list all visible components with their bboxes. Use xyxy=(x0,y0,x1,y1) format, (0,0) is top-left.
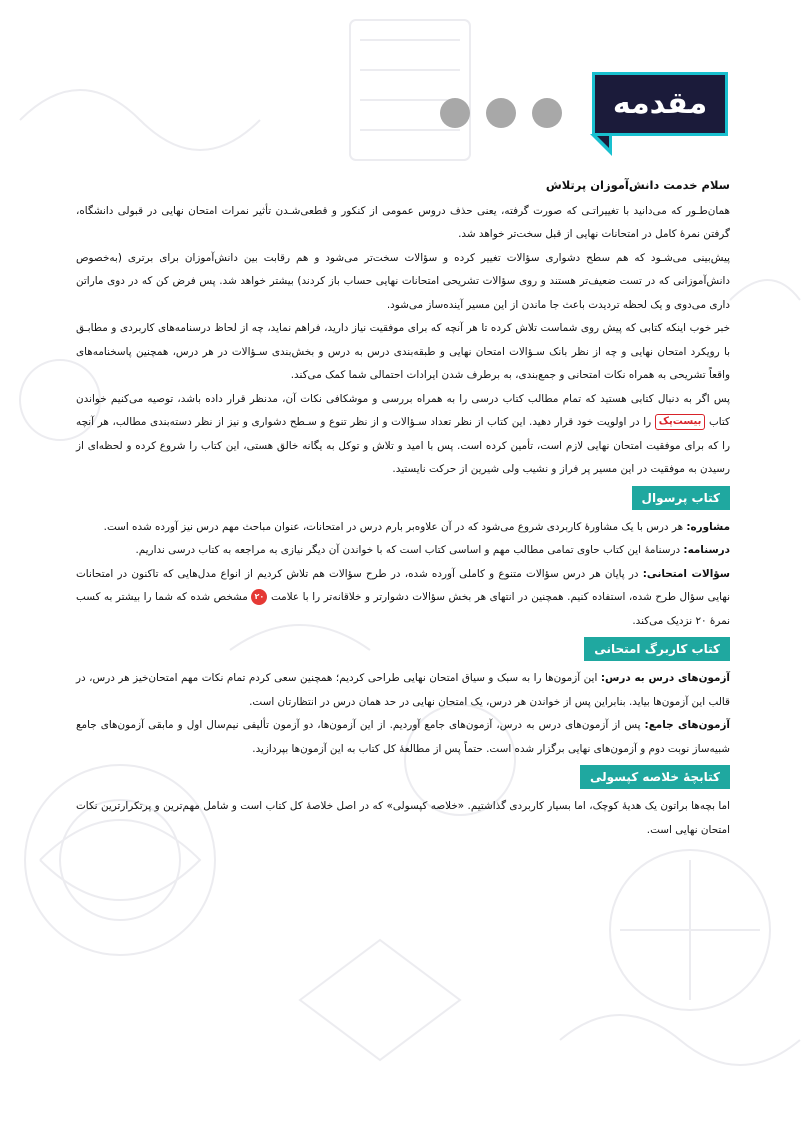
section-heading-2: کتاب کاربرگ امتحانی xyxy=(584,637,730,661)
intro-paragraph-2: پیش‌بینی می‌شـود که هم سطح دشواری سؤالات تغییر کرده و سؤالات سخت‌تر می‌شود و هم رقابت بین دانش‌آموزان برای برتری (به‌خصوص دانش‌آموزانی که در تست ضعیف‌تر هستند و روی سؤالات تشریحی امتحانات نهایی حساب باز کردند) بیشتر خواهد شد. پس فرض کن که در دوی ماراتن داری می‌دوی و یک لحظه تردیدت باعث جا ماندن از این مسیر آینده‌ساز می‌شود. xyxy=(76,251,730,311)
section1-item-3-term: سؤالات امتحانی: xyxy=(642,567,730,580)
section1-item-1-text: هر درس با یک مشاورهٔ کاربردی شروع می‌شود که در آن علاوه‌بر بارم درس در امتحانات، عنوان مباحث مهم درس نیز آورده شده است. xyxy=(103,520,687,533)
title-box xyxy=(592,72,728,136)
dot-icon xyxy=(532,98,562,128)
decorative-dots xyxy=(440,98,562,128)
intro-paragraph-3: خبر خوب اینکه کتابی که پیش روی شماست تلاش کرده تا هر آنچه که برای موفقیت نیاز دارید، فراهم نماید، چه از لحاظ درسنامه‌های کاربردی و مطابـق با رویکرد امتحان نهایی و چه از نظر بانک سـؤالات امتحان نهایی و طبقه‌بندی درس به درس و بخش‌بندی سـؤالات در هر درس، همچنین پاسخنامه‌های واقعاً تشریحی به همراه نکات امتحانی و جمع‌بندی، به برطرف شدن ایرادات احتمالی شما کمک می‌کند. xyxy=(76,322,730,381)
section2-item-2 xyxy=(76,714,730,761)
section2-item-1-text: این آزمون‌ها را به سبک و سیاق امتحان نهایی طراحی کردیم؛ همچنین سعی کردم تمام نکات مهم امتحان‌خیز هر درس، در قالب این آزمون‌ها بیاید. بنابراین پس از خواندن هر درس، یک امتحان نهایی در حد همان درس در انتظارتان است. xyxy=(76,672,730,708)
section-heading-3: کتابچهٔ خلاصه کپسولی xyxy=(580,765,730,789)
section-heading-1: کتاب پرسوال xyxy=(632,486,730,510)
section2-item-1 xyxy=(76,667,730,714)
section2-item-2-term: آزمون‌های جامع: xyxy=(644,719,730,731)
intro-paragraph-1: همان‌طـور که می‌دانید با تغییراتـی که صورت گرفته، یعنی حذف دروس عمومی از کنکور و قطعی‌شـدن تأثیر نمرات امتحان نهایی در قبولی دانشگاه، گرفتن نمرهٔ کامل در امتحانات نهایی از قبل سخت‌تر خواهد شد. xyxy=(76,204,730,240)
content xyxy=(76,174,730,842)
dot-icon xyxy=(440,98,470,128)
section1-item-3-text-a: در پایان هر درس سؤالات متنوع و کاملی آورده شده، در طرح سؤالات هم تلاش کردیم از انواع مدل‌هایی که تاکنون در امتحانات نهایی سؤال طرح شده، استفاده کنیم. همچنین در انتهای هر بخش سؤالات دشوارتر و خلاقانه‌تر را با علامت xyxy=(76,567,730,603)
page-title: مقدمه xyxy=(612,86,708,121)
section2-item-1-term: آزمون‌های درس به درس: xyxy=(600,672,730,684)
section1-item-1 xyxy=(76,516,730,540)
intro-paragraph-4a: پس اگر به دنبال کتابی هستید که تمام مطالب کتاب درسی را به همراه بررسی و موشکافی نکات آن، مدنظر قرار داده باشد، توصیه می‌کنیم خواندن کتاب xyxy=(76,392,730,428)
dot-icon xyxy=(486,98,516,128)
intro-paragraph-4b: را در اولویت خود قرار دهید. این کتاب از نظر تعداد سـؤالات و از نظر تنوع و سـطح دشواری و نیز از نظر دسته‌بندی مطالب، هر آنچه را که برای موفقیت امتحان نهایی لازم است، تأمین کرده است. پس با امید و تلاش و توکل به یگانه خالق هستی، این کتاب را شروع کرده و لحظه‌ای از رسیدن به موفقیت در این مسیر پر فراز و نشیب ولی شیرین از حرکت نایستید. xyxy=(76,416,730,475)
section1-item-2-term: درسنامه: xyxy=(683,544,730,556)
hard-question-mark-icon: ۲۰ xyxy=(251,589,267,605)
greeting: سلام خدمت دانش‌آموزان پرتلاش xyxy=(545,178,730,192)
section3-text: اما بچه‌ها براتون یک هدیهٔ کوچک، اما بسیار کاربردی گذاشتیم. «خلاصه کپسولی» که در اصل خلاصهٔ کل کتاب است و شامل مهم‌ترین و پرتکرارترین نکات امتحان نهایی است. xyxy=(76,800,730,836)
section1-item-3-text-b: مشخص شده که شما را بیشتر به کسب نمرهٔ ۲۰ نزدیک می‌کند. xyxy=(76,591,730,627)
section1-item-2 xyxy=(76,539,730,563)
section1-item-1-term: مشاوره: xyxy=(686,520,730,533)
brand-logo: بیست‌پک xyxy=(655,414,706,430)
section1-item-3 xyxy=(76,563,730,634)
section2-item-2-text: پس از آزمون‌های درس به درس، آزمون‌های جامع آوردیم. از این آزمون‌ها، دو آزمون تألیفی نیم‌سال اول و مابقی آزمون‌های جامع شبیه‌ساز نوبت دوم و آزمون‌های نهایی برگزار شده است. حتماً پس از مطالعهٔ کل کتاب به این آزمون‌ها بپردازید. xyxy=(76,719,730,755)
section1-item-2-text: درسنامهٔ این کتاب حاوی تمامی مطالب مهم و اساسی کتاب است که با خواندن آن دیگر نیازی به مراجعه به کتاب درسی نداریم. xyxy=(135,544,684,556)
intro-paragraph-4 xyxy=(76,388,730,482)
